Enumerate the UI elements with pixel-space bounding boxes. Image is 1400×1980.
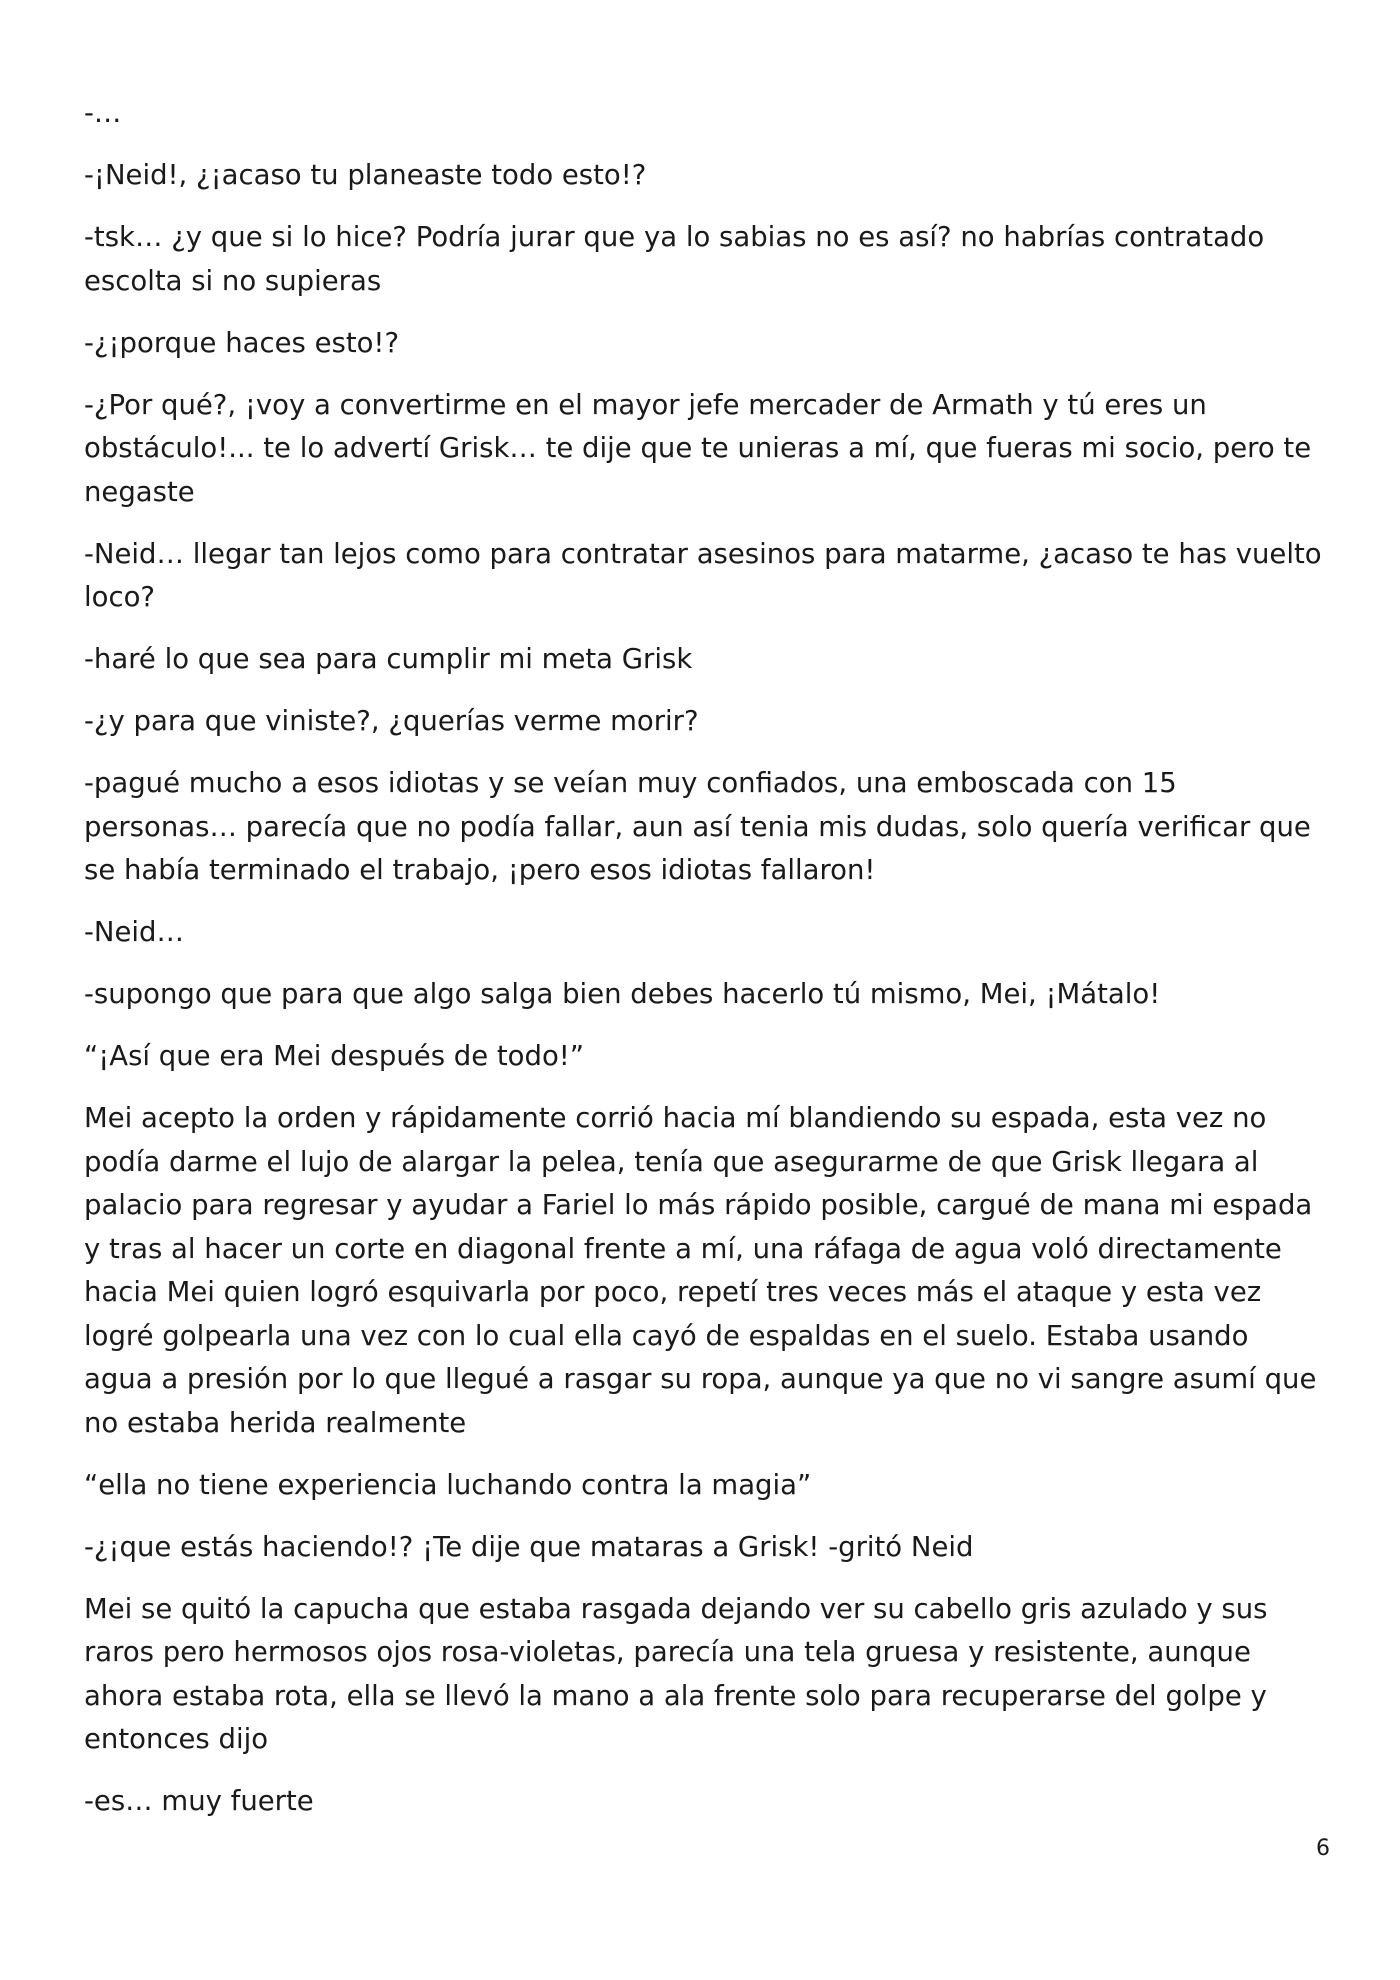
- page-number: 6: [1316, 1836, 1330, 1861]
- paragraph: Mei se quitó la capucha que estaba rasgada dejando ver su cabello gris azulado y sus raros pero hermosos ojos rosa-violetas, parecía una tela gruesa y resistente, aunque ahora estaba rota, ella se llevó la mano a ala frente solo para recuperarse del golpe y entonces dijo: [84, 1592, 1268, 1755]
- paragraph: -¿¡porque haces esto!?: [84, 326, 400, 359]
- paragraph: -pagué mucho a esos idiotas y se veían muy confiados, una emboscada con 15 personas… parecía que no podía fallar, aun así tenia mis dudas, solo quería verificar que se había terminado el trabajo, ¡pero esos idiotas fallaron!: [84, 767, 1311, 886]
- page-body: [84, 92, 1324, 1842]
- paragraph: -haré lo que sea para cumplir mi meta Grisk: [84, 643, 693, 675]
- paragraph: -…: [84, 97, 122, 129]
- paragraph: -tsk… ¿y que si lo hice? Podría jurar que ya lo sabias no es así? no habrías contratado escolta si no supieras: [84, 221, 1265, 297]
- paragraph: -es… muy fuerte: [84, 1785, 314, 1817]
- paragraph: “¡Así que era Mei después de todo!”: [84, 1040, 585, 1072]
- paragraph: -Neid… llegar tan lejos como para contratar asesinos para matarme, ¿acaso te has vuelto loco?: [84, 537, 1322, 613]
- paragraph: “ella no tiene experiencia luchando contra la magia”: [84, 1468, 812, 1501]
- paragraph: -¿y para que viniste?, ¿querías verme morir?: [84, 705, 699, 737]
- paragraph: Mei acepto la orden y rápidamente corrió hacia mí blandiendo su espada, esta vez no podía darme el lujo de alargar la pelea, tenía que asegurarme de que Grisk llegara al palacio para regresar y ayudar a Fariel lo más rápido posible, cargué de mana mi espada y tras al hacer un corte en diagonal frente a mí, una ráfaga de agua voló directamente hacia Mei quien logró esquivarla por poco, repetí tres veces más el ataque y esta vez logré golpearla una vez con lo cual ella cayó de espaldas en el suelo. Estaba usando agua a presión por lo que llegué a rasgar su ropa, aunque ya que no vi sangre asumí que no estaba herida realmente: [84, 1102, 1317, 1439]
- paragraph: -supongo que para que algo salga bien debes hacerlo tú mismo, Mei, ¡Mátalo!: [84, 978, 1161, 1010]
- paragraph: -Neid…: [84, 916, 185, 948]
- paragraph: -¡Neid!, ¿¡acaso tu planeaste todo esto!?: [84, 159, 647, 191]
- paragraph: -¿¡que estás haciendo!? ¡Te dije que mataras a Grisk! -gritó Neid: [84, 1530, 974, 1563]
- paragraph: -¿Por qué?, ¡voy a convertirme en el mayor jefe mercader de Armath y tú eres un obstáculo!... te lo advertí Grisk… te dije que te unieras a mí, que fueras mi socio, pero te negaste: [84, 388, 1312, 508]
